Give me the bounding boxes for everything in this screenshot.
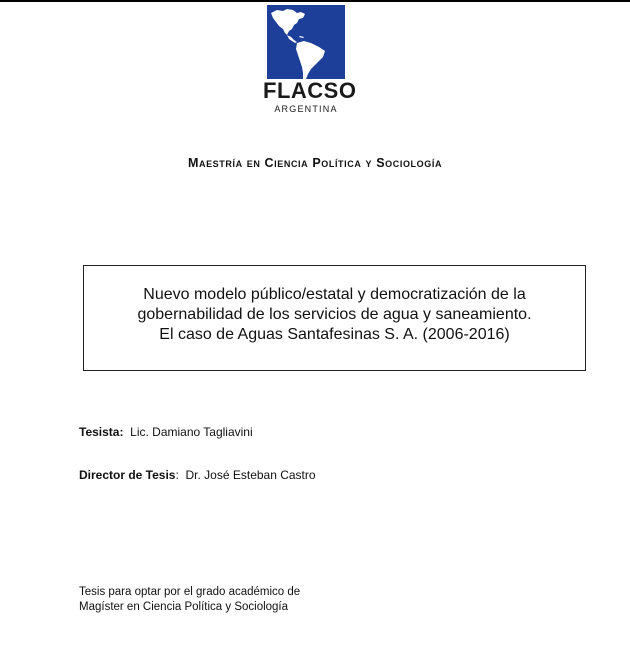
degree-note-line-2: Magíster en Ciencia Política y Sociología (79, 601, 289, 613)
director-separator: : (175, 468, 179, 482)
tesista-field (79, 425, 253, 439)
logo-subname: ARGENTINA (274, 104, 338, 114)
flacso-logo (263, 5, 357, 115)
director-value: Dr. José Esteban Castro (185, 468, 316, 482)
tesista-value: Lic. Damiano Tagliavini (130, 425, 253, 439)
director-field (79, 468, 316, 482)
americas-map-icon (267, 5, 345, 79)
director-label: Director de Tesis (79, 468, 176, 482)
thesis-title-line-3: El caso de Aguas Santafesinas S. A. (2006-2016) (159, 326, 510, 343)
thesis-title-line-2: gobernabilidad de los servicios de agua y saneamiento. (137, 306, 532, 323)
program-name: Maestría en Ciencia Política y Sociología (187, 156, 443, 170)
thesis-title-box (83, 265, 586, 371)
thesis-title-line-1: Nuevo modelo público/estatal y democratización de la (143, 286, 526, 303)
tesista-label: Tesista: (79, 425, 124, 439)
top-border-line (0, 0, 630, 2)
logo-name: FLACSO (263, 78, 357, 103)
degree-note-line-1: Tesis para optar por el grado académico de (79, 586, 301, 598)
